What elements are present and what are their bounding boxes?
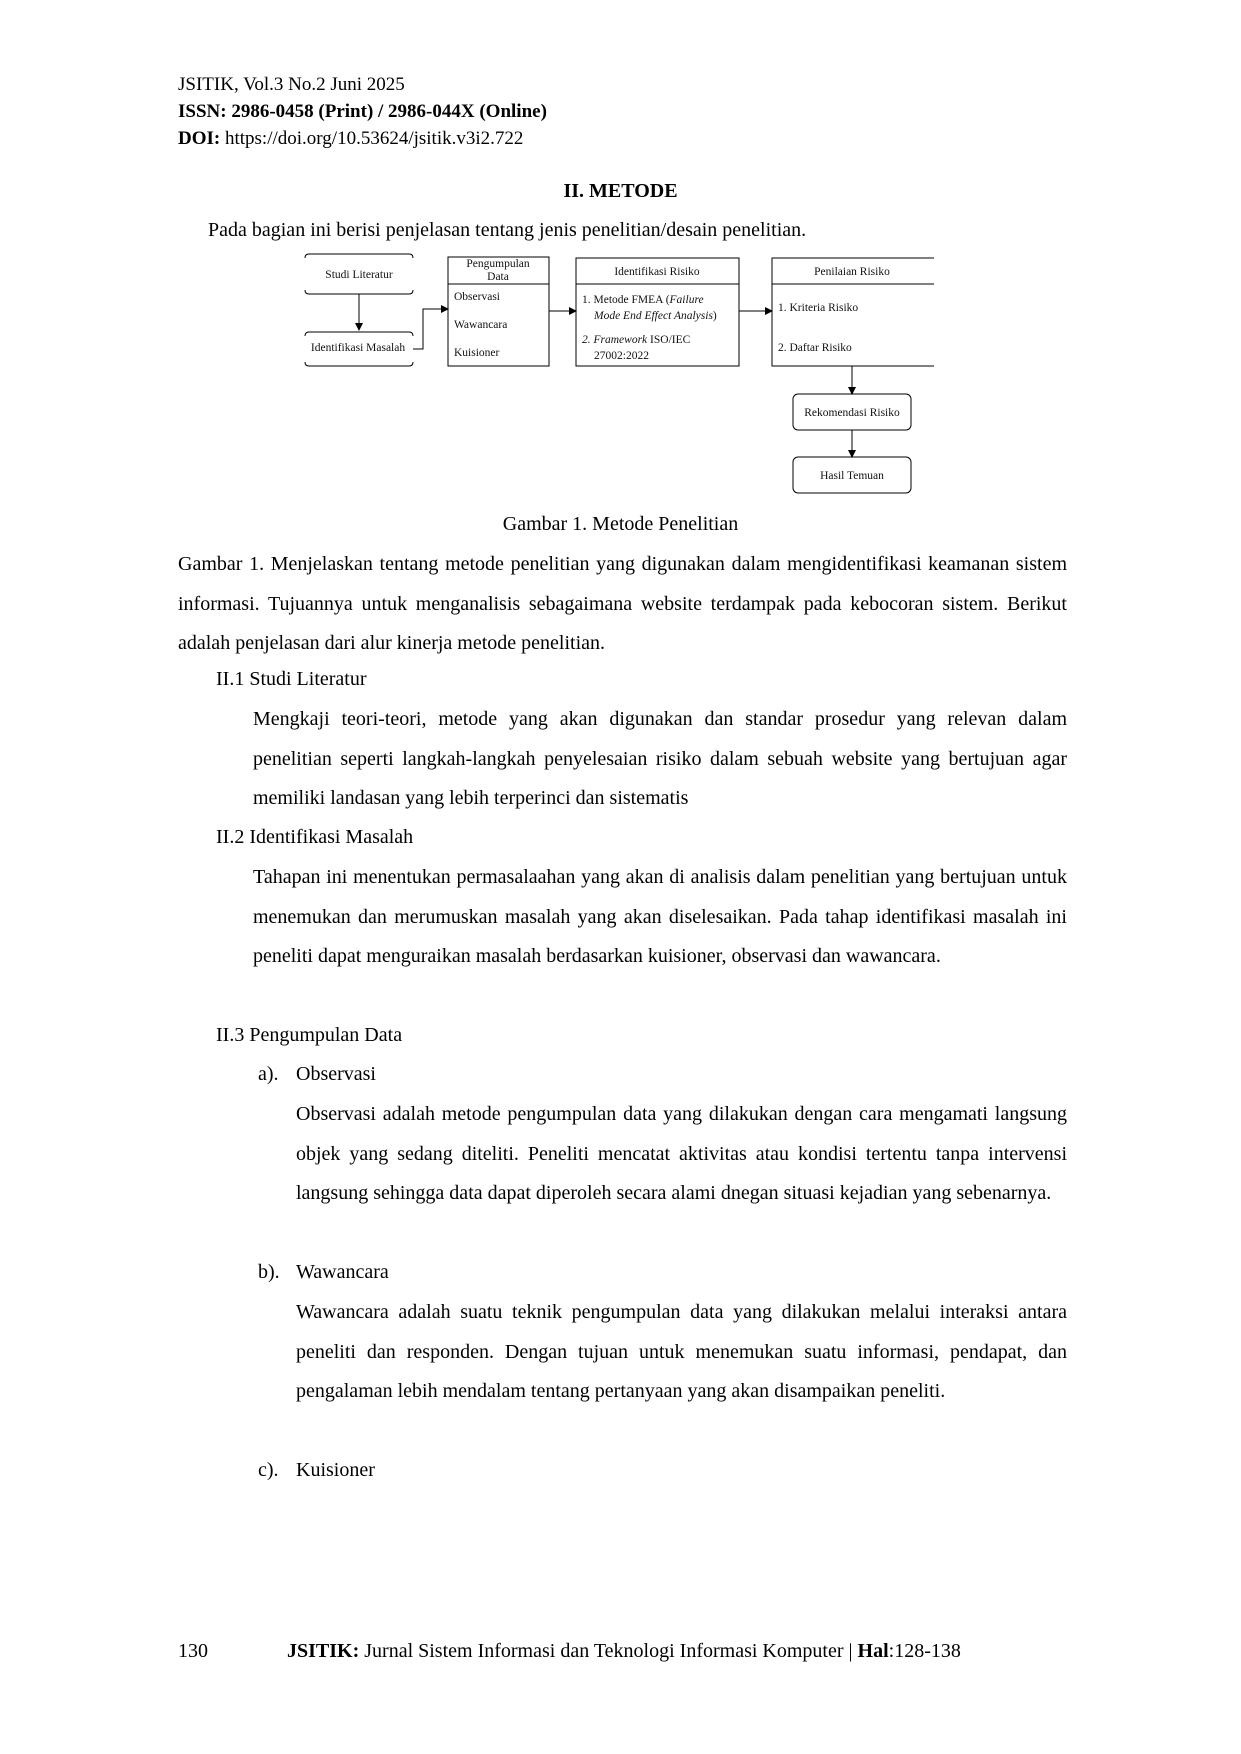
list-item-title: Observasi [296, 1063, 376, 1085]
hasil-temuan-box [793, 457, 911, 493]
pengumpulan-title-1: Pengumpulan [466, 258, 530, 270]
rekomendasi-risiko-label: Rekomendasi Risiko [804, 407, 900, 419]
footer-journal-name: Jurnal Sistem Informasi dan Teknologi Informasi Komputer | [359, 1640, 858, 1662]
subsection-text-studi-literatur: Mengkaji teori-teori, metode yang akan digunakan dan standar prosedur yang relevan dalam penelitian seperti langkah-langkah penyelesaian risiko dalam sebuah website yang bertujuan agar memiliki landasan yang lebih terperinci dan sistematis [253, 708, 1067, 810]
pengumpulan-data-box [448, 257, 549, 366]
list-marker: b). [258, 1261, 280, 1283]
list-item-text-wawancara: Wawancara adalah suatu teknik pengumpulan data yang dilakukan melalui interaksi antara peneliti dan responden. Dengan tujuan untuk menemukan suatu informasi, pendapat, dan pengalaman lebih mendalam tentang pertanyaan yang akan disampaikan peneliti. [296, 1301, 1067, 1403]
subsection-heading-identifikasi-masalah: II.2 Identifikasi Masalah [216, 826, 414, 848]
penilaian-risiko-box [772, 258, 934, 366]
subsection-heading-pengumpulan-data: II.3 Pengumpulan Data [216, 1024, 403, 1046]
identifikasi-risiko-item-1-cont: Mode End Effect Analysis) [594, 310, 717, 322]
identifikasi-risiko-item-1: 1. Metode FMEA (Failure [582, 294, 704, 306]
footer-journal-abbrev: JSITIK: [287, 1640, 360, 1662]
pengumpulan-title-2: Data [487, 271, 509, 283]
identifikasi-masalah-box [305, 332, 413, 366]
penilaian-risiko-title: Penilaian Risiko [814, 266, 890, 278]
rekomendasi-risiko-box [793, 394, 911, 430]
figure-caption: Gambar 1. Metode Penelitian [502, 513, 739, 535]
issn-text: ISSN: 2986-0458 (Print) / 2986-044X (Online) [178, 101, 547, 122]
subsection-text-identifikasi-masalah: Tahapan ini menentukan permasalaahan yang akan di analisis dalam penelitian yang bertujuan untuk menemukan dan merumuskan masalah yang akan diselesaikan. Pada tahap identifikasi masalah ini peneliti dapat menguraikan masalah berdasarkan kuisioner, observasi dan wawancara. [253, 866, 1067, 968]
list-marker: a). [258, 1063, 279, 1085]
doi-link[interactable]: https://doi.org/10.53624/jsitik.v3i2.722 [224, 128, 524, 149]
body-paragraph: Gambar 1. Menjelaskan tentang metode penelitian yang digunakan dalam mengidentifikasi keamanan sistem informasi. Tujuannya untuk menganalisis sebagaimana website terdampak pada kebocoran sistem. Berikut adalah penjelasan dari alur kinerja metode penelitian. [178, 553, 1067, 655]
identifikasi-risiko-item-2: 2. Framework ISO/IEC [582, 334, 691, 346]
footer-journal [287, 1640, 961, 1663]
doi-label: DOI: [178, 128, 221, 149]
list-marker: c). [258, 1459, 279, 1481]
studi-literatur-box [305, 254, 413, 294]
journal-volume: JSITIK, Vol.3 No.2 Juni 2025 [178, 74, 405, 95]
list-item-title: Kuisioner [296, 1459, 375, 1481]
identifikasi-risiko-title: Identifikasi Risiko [614, 266, 700, 278]
pengumpulan-item: Wawancara [454, 319, 508, 331]
list-item-title: Wawancara [296, 1261, 389, 1283]
penilaian-risiko-item: 2. Daftar Risiko [778, 342, 852, 354]
hasil-temuan-label: Hasil Temuan [820, 470, 884, 482]
section-title: II. METODE [563, 180, 678, 202]
list-item-observasi [258, 1063, 376, 1086]
identifikasi-risiko-box [576, 258, 739, 366]
pengumpulan-item: Kuisioner [454, 347, 500, 359]
list-item-kuisioner [258, 1459, 375, 1482]
arrow-identifikasi-to-pengumpulan [413, 309, 448, 349]
pengumpulan-item: Observasi [454, 291, 500, 303]
research-method-flowchart [0, 0, 1241, 510]
studi-literatur-label: Studi Literatur [325, 269, 393, 281]
section-intro: Pada bagian ini berisi penjelasan tentang jenis penelitian/desain penelitian. [208, 219, 807, 241]
identifikasi-masalah-label: Identifikasi Masalah [310, 342, 406, 354]
footer-hal-label: Hal [857, 1640, 889, 1662]
footer-hal-range: :128-138 [888, 1640, 961, 1662]
penilaian-risiko-item: 1. Kriteria Risiko [778, 302, 859, 314]
subsection-heading-studi-literatur: II.1 Studi Literatur [216, 668, 367, 690]
page-number: 130 [178, 1640, 208, 1662]
identifikasi-risiko-item-2-cont: 27002:2022 [594, 350, 649, 362]
list-item-text-observasi: Observasi adalah metode pengumpulan data yang dilakukan dengan cara mengamati langsung objek yang sedang diteliti. Peneliti mencatat aktivitas atau kondisi tertentu tanpa intervensi langsung sehingga data dapat diperoleh secara alami dnegan situasi kejadian yang sebenarnya. [296, 1103, 1067, 1205]
list-item-wawancara [258, 1261, 389, 1284]
